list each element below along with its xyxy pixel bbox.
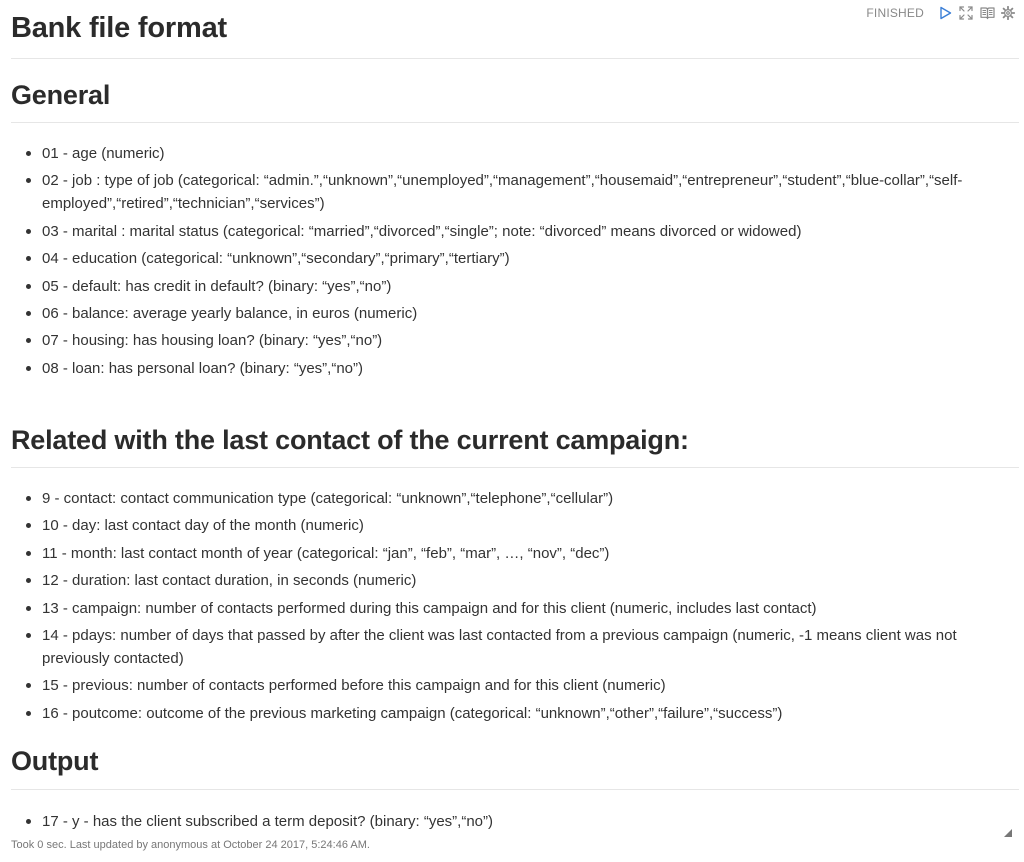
section-divider bbox=[11, 467, 1019, 468]
list-item: 02 - job : type of job (categorical: “admin.”,“unknown”,“unemployed”,“management”,“housemaid”,“entrepreneur”,“student”,“blue-collar”,“self-employed”,“retired”,“technician”,“services”) bbox=[42, 169, 1019, 215]
section-divider bbox=[11, 789, 1019, 790]
section-heading-general: General bbox=[11, 80, 111, 110]
book-icon[interactable] bbox=[979, 5, 995, 21]
paragraph-status: FINISHED bbox=[866, 6, 924, 20]
resize-handle-icon[interactable] bbox=[1004, 824, 1012, 832]
list-item: 03 - marital : marital status (categorical: “married”,“divorced”,“single”; note: “divorced” means divorced or widowed) bbox=[42, 220, 1019, 243]
list-item: 9 - contact: contact communication type (categorical: “unknown”,“telephone”,“cellular”) bbox=[42, 487, 1019, 510]
list-item: 16 - poutcome: outcome of the previous marketing campaign (categorical: “unknown”,“other”,“failure”,“success”) bbox=[42, 702, 1019, 725]
list-item: 07 - housing: has housing loan? (binary: “yes”,“no”) bbox=[42, 329, 1019, 352]
paragraph-footer: Took 0 sec. Last updated by anonymous at October 24 2017, 5:24:46 AM. bbox=[11, 839, 370, 851]
expand-icon[interactable] bbox=[958, 5, 974, 21]
output-attribute-list bbox=[11, 810, 1019, 837]
list-item: 13 - campaign: number of contacts performed during this campaign and for this client (numeric, includes last contact) bbox=[42, 597, 1019, 620]
general-attribute-list bbox=[11, 142, 1019, 384]
section-heading-output: Output bbox=[11, 746, 99, 776]
play-icon[interactable] bbox=[937, 5, 953, 21]
list-item: 05 - default: has credit in default? (binary: “yes”,“no”) bbox=[42, 275, 1019, 298]
title-divider bbox=[11, 58, 1019, 59]
list-item: 14 - pdays: number of days that passed by after the client was last contacted from a previous campaign (numeric, -1 means client was not previously contacted) bbox=[42, 624, 1019, 670]
campaign-attribute-list bbox=[11, 487, 1019, 729]
list-item: 10 - day: last contact day of the month (numeric) bbox=[42, 514, 1019, 537]
gear-icon[interactable] bbox=[1000, 5, 1016, 21]
list-item: 17 - y - has the client subscribed a term deposit? (binary: “yes”,“no”) bbox=[42, 810, 1019, 833]
list-item: 08 - loan: has personal loan? (binary: “yes”,“no”) bbox=[42, 357, 1019, 380]
section-divider bbox=[11, 122, 1019, 123]
list-item: 11 - month: last contact month of year (categorical: “jan”, “feb”, “mar”, …, “nov”, “dec”) bbox=[42, 542, 1019, 565]
paragraph-toolbar bbox=[866, 5, 1016, 21]
list-item: 04 - education (categorical: “unknown”,“secondary”,“primary”,“tertiary”) bbox=[42, 247, 1019, 270]
list-item: 06 - balance: average yearly balance, in euros (numeric) bbox=[42, 302, 1019, 325]
page-title: Bank file format bbox=[11, 12, 227, 44]
section-heading-last-contact: Related with the last contact of the current campaign: bbox=[11, 425, 689, 455]
list-item: 01 - age (numeric) bbox=[42, 142, 1019, 165]
list-item: 12 - duration: last contact duration, in seconds (numeric) bbox=[42, 569, 1019, 592]
list-item: 15 - previous: number of contacts performed before this campaign and for this client (numeric) bbox=[42, 674, 1019, 697]
